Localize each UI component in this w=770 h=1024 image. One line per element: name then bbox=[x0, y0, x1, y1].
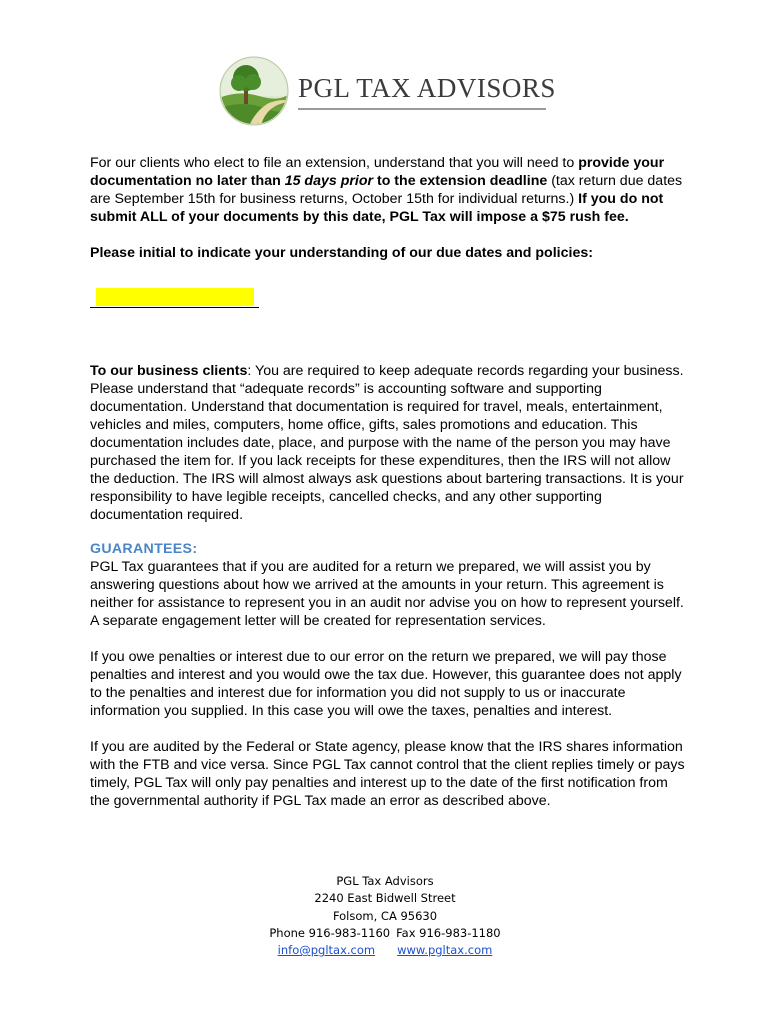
footer-company: PGL Tax Advisors bbox=[336, 874, 434, 888]
initial-field[interactable] bbox=[90, 280, 685, 340]
document-body bbox=[90, 154, 685, 810]
business-lead: To our business clients bbox=[90, 363, 248, 379]
company-logo bbox=[219, 56, 559, 132]
guarantees-paragraph-1: PGL Tax guarantees that if you are audited for a return we prepared, we will assist you by answering questions about how we arrived at the amounts in your return. This agreement is neither for assistance to represent you in an audit nor advise you on how to represent yourself. A separate engagement letter will be created for representation services. bbox=[90, 559, 684, 629]
extension-text-1: For our clients who elect to file an extension, understand that you will need to bbox=[90, 155, 579, 171]
logo-text: PGL TAX ADVISORS bbox=[298, 73, 556, 103]
business-text: : You are required to keep adequate records regarding your business. Please understand that “adequate records” is accounting software and supporting documentation. Understand that documentation is required for travel, meals, entertainment, vehicles and miles, computers, home office, gifts, sales promotions and education. This documentation includes date, place, and purpose with the name of the person you may have purchased the item for. If you lack receipts for these expenditures, then the IRS will not allow the deduction. The IRS will almost always ask questions about bartering transactions. It is your responsibility to have legible receipts, cancelled checks, and any other supporting documentation required. bbox=[90, 363, 684, 523]
footer bbox=[0, 873, 770, 959]
footer-phone: Phone 916-983-1160 bbox=[269, 925, 391, 940]
email-link[interactable]: info@pgltax.com bbox=[277, 943, 376, 958]
extension-paragraph bbox=[90, 154, 685, 226]
initial-line bbox=[90, 307, 259, 308]
website-link[interactable]: www.pgltax.com bbox=[397, 943, 493, 958]
initial-prompt: Please initial to indicate your understanding of our due dates and policies: bbox=[90, 245, 593, 261]
extension-text-2: (tax return due dates are September 15th for business returns, October 15th for individual returns.) bbox=[90, 173, 683, 207]
guarantees-heading: GUARANTEES: bbox=[90, 541, 198, 557]
business-paragraph bbox=[90, 362, 685, 524]
initial-highlight bbox=[96, 288, 254, 306]
guarantees-paragraph-2: If you owe penalties or interest due to our error on the return we prepared, we will pay those penalties and interest and you would owe the tax due. However, this guarantee does not apply to the penalties and interest due for information you did not supply to us or inaccurate information you supplied. In this case you will owe the taxes, penalties and interest. bbox=[90, 649, 682, 719]
extension-bold-2: to the extension deadline bbox=[373, 173, 548, 189]
footer-street: 2240 East Bidwell Street bbox=[314, 891, 456, 906]
extension-bold-italic: 15 days prior bbox=[284, 173, 374, 189]
logo-underline bbox=[298, 108, 546, 110]
extension-bold-3: If you do not submit ALL of your documents by this date, PGL Tax will impose a $75 rush fee. bbox=[90, 191, 664, 225]
guarantees-paragraph-3: If you are audited by the Federal or State agency, please know that the IRS shares information with the FTB and vice versa. Since PGL Tax cannot control that the client replies timely or pays timely, PGL Tax will only pay penalties and interest up to the date of the first notification from the governmental authority if PGL Tax made an error as described above. bbox=[90, 739, 685, 809]
logo-landscape-icon bbox=[219, 56, 289, 126]
extension-bold-1: provide your documentation no later than bbox=[90, 155, 665, 189]
footer-fax: Fax 916-983-1180 bbox=[396, 925, 501, 940]
footer-links bbox=[0, 942, 770, 959]
footer-city: Folsom, CA 95630 bbox=[332, 908, 438, 923]
footer-contact-line bbox=[0, 925, 770, 942]
